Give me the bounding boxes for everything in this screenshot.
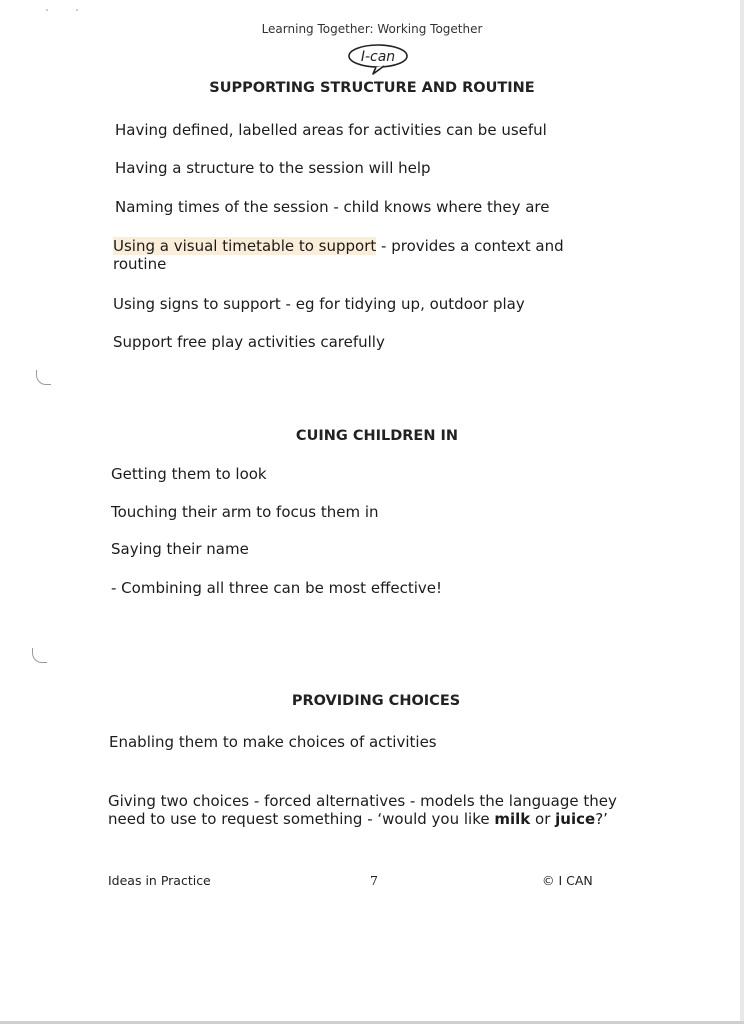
choices-item-2-end: ?’: [595, 810, 608, 828]
choices-item-2-middle: or: [530, 810, 556, 828]
cuing-item-4: - Combining all three can be most effective!: [111, 579, 443, 597]
scan-speck: [76, 9, 78, 11]
choices-bold-juice: juice: [555, 810, 596, 828]
choices-bold-milk: milk: [494, 810, 531, 828]
logo-text: I-can: [360, 49, 396, 65]
choices-item-1: Enabling them to make choices of activities: [109, 733, 437, 751]
punch-hole-mark: [32, 648, 47, 663]
highlighted-text: Using a visual timetable to support: [113, 237, 377, 255]
structure-item-3: Naming times of the session - child knows where they are: [115, 198, 550, 216]
footer-left: Ideas in Practice: [108, 873, 211, 888]
running-title: Learning Together: Working Together: [261, 22, 483, 36]
cuing-item-2: Touching their arm to focus them in: [111, 503, 379, 521]
section-title-cuing: CUING CHILDREN IN: [295, 428, 459, 444]
section-title-structure: SUPPORTING STRUCTURE AND ROUTINE: [209, 80, 535, 96]
structure-item-2: Having a structure to the session will help: [115, 159, 431, 177]
structure-item-5: Support free play activities carefully: [113, 333, 385, 351]
ican-logo: [346, 42, 410, 76]
structure-item-4: Using signs to support - eg for tidying up, outdoor play: [113, 295, 525, 313]
speech-bubble-logo-icon: [346, 42, 410, 76]
section-title-choices: PROVIDING CHOICES: [291, 693, 461, 709]
punch-hole-mark: [36, 370, 51, 385]
choices-item-2-text: Giving two choices - forced alternatives - models the language they need to use to request something - ‘would you like: [108, 792, 617, 828]
page-edge-right: [740, 0, 744, 1024]
cuing-item-3: Saying their name: [111, 540, 249, 558]
footer-copyright: © I CAN: [542, 873, 593, 888]
cuing-item-1: Getting them to look: [111, 465, 267, 483]
structure-item-highlighted: [113, 237, 613, 273]
scan-speck: [46, 9, 48, 11]
choices-item-2: [108, 792, 633, 828]
page-number: 7: [370, 873, 378, 888]
structure-item-1: Having defined, labelled areas for activities can be useful: [115, 121, 547, 139]
highlighted-item-rest: - provides a context and routine: [113, 237, 564, 273]
